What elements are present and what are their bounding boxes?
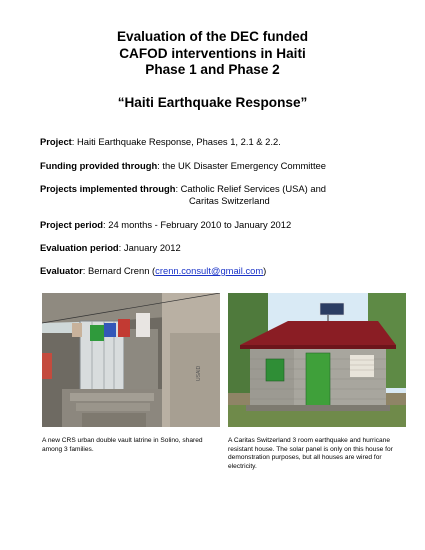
field-evaluation-label: Evaluation period [40,242,119,253]
field-evaluator [40,265,266,277]
field-project-value: : Haiti Earthquake Response, Phases 1, 2.1 & 2.2. [71,136,281,147]
document-subtitle: “Haiti Earthquake Response” [117,95,308,110]
field-project [40,136,281,148]
field-implemented [40,183,327,206]
field-period [40,219,291,231]
field-evaluator-value: : Bernard Crenn ( [82,265,156,276]
house-photo [228,293,406,427]
svg-text:USAID: USAID [196,365,202,381]
document-title [0,29,425,79]
field-implemented-value: : Catholic Relief Services (USA) and [175,183,327,194]
field-funding [40,160,326,172]
latrine-photo [42,293,220,427]
title-line-1: Evaluation of the DEC funded [116,29,309,44]
field-project-label: Project [40,136,72,147]
evaluator-email-link[interactable]: crenn.consult@gmail.com [155,265,264,276]
field-funding-label: Funding provided through [40,160,158,171]
title-line-3: Phase 1 and Phase 2 [145,62,280,77]
house-caption: A Caritas Switzerland 3 room earthquake and hurricane resistant house. The solar panel is only on this house for demonstration purposes, but all houses are wired for electricity. [228,437,393,470]
house-illustration [228,293,406,427]
title-line-2: CAFOD interventions in Haiti [119,45,306,61]
field-evaluator-close: ) [263,265,267,276]
latrine-caption: A new CRS urban double vault latrine in Solino, shared among 3 families. [42,437,203,453]
field-evaluation [40,242,181,254]
field-funding-value: : the UK Disaster Emergency Committee [157,160,326,171]
field-period-value: : 24 months - February 2010 to January 2012 [103,219,292,230]
field-implemented-label: Projects implemented through [40,183,176,194]
field-evaluation-value: : January 2012 [118,242,181,253]
field-period-label: Project period [40,219,104,230]
latrine-illustration [42,293,220,427]
field-evaluator-label: Evaluator [40,265,83,276]
field-implemented-value-2: Caritas Switzerland [189,195,270,206]
